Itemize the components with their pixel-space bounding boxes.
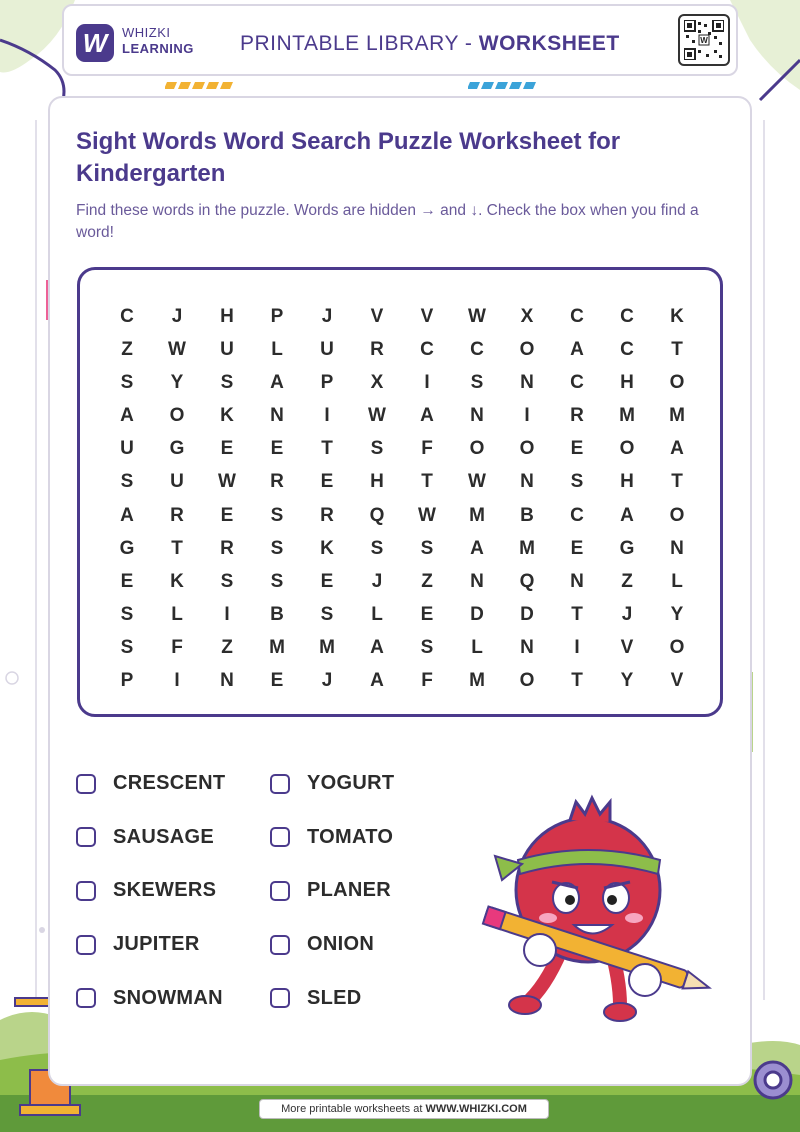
puzzle-letter[interactable]: C [620, 306, 634, 327]
puzzle-letter[interactable]: E [570, 438, 584, 460]
puzzle-letter[interactable]: L [471, 636, 483, 658]
header-dashes-left [165, 80, 235, 90]
puzzle-letter[interactable]: R [220, 537, 234, 559]
puzzle-letter[interactable]: E [320, 570, 334, 592]
puzzle-letter[interactable]: E [570, 537, 584, 559]
puzzle-letter[interactable]: N [670, 537, 684, 559]
puzzle-letter[interactable]: U [120, 438, 134, 460]
puzzle-letter[interactable]: W [468, 306, 486, 327]
puzzle-letter[interactable]: O [669, 504, 685, 526]
word-label: SNOWMAN [113, 986, 223, 1009]
puzzle-letter[interactable]: G [619, 537, 635, 559]
puzzle-letter[interactable]: J [371, 570, 383, 592]
puzzle-letter[interactable]: N [570, 570, 584, 592]
puzzle-letter[interactable]: E [420, 603, 434, 625]
puzzle-letter[interactable]: M [269, 636, 285, 658]
word-label: JUPITER [113, 933, 200, 956]
puzzle-letter[interactable]: S [370, 537, 384, 559]
puzzle-letter[interactable]: T [671, 339, 683, 361]
puzzle-letter[interactable]: Q [519, 570, 535, 592]
puzzle-letter[interactable]: S [120, 636, 134, 658]
header-title-prefix: PRINTABLE LIBRARY - [240, 32, 479, 55]
puzzle-letter[interactable]: K [670, 306, 684, 327]
word-item[interactable] [270, 987, 362, 1010]
puzzle-letter[interactable]: Z [621, 570, 633, 592]
puzzle-letter[interactable]: H [220, 306, 234, 327]
puzzle-letter[interactable]: T [321, 438, 333, 460]
puzzle-letter[interactable]: F [421, 438, 433, 460]
word-label: SLED [307, 986, 362, 1009]
puzzle-letter[interactable]: N [270, 405, 284, 427]
gear-icon [748, 1055, 798, 1105]
puzzle-letter[interactable]: C [470, 339, 484, 361]
puzzle-letter[interactable]: C [570, 306, 584, 327]
word-checkbox[interactable] [270, 935, 290, 955]
pomegranate-mascot-icon [470, 790, 720, 1030]
puzzle-letter[interactable]: J [321, 670, 333, 692]
puzzle-letter[interactable]: U [220, 339, 234, 361]
puzzle-letter[interactable]: I [524, 405, 530, 427]
word-item[interactable] [76, 987, 223, 1010]
puzzle-letter[interactable]: F [421, 670, 433, 692]
puzzle-letter[interactable]: I [574, 636, 580, 658]
puzzle-letter[interactable]: A [370, 636, 384, 658]
word-label: SAUSAGE [113, 825, 215, 848]
puzzle-letter[interactable]: A [270, 372, 284, 394]
puzzle-letter[interactable]: S [120, 372, 134, 394]
puzzle-letter[interactable]: J [621, 603, 633, 625]
puzzle-letter[interactable]: S [270, 570, 284, 592]
word-label: CRESCENT [113, 772, 226, 794]
puzzle-letter[interactable]: O [519, 438, 535, 460]
puzzle-letter[interactable]: N [520, 372, 534, 394]
puzzle-letter[interactable]: E [270, 670, 284, 692]
puzzle-letter[interactable]: A [670, 438, 684, 460]
word-checkbox[interactable] [76, 827, 96, 847]
word-item[interactable] [270, 933, 374, 956]
puzzle-letter[interactable]: Z [421, 570, 433, 592]
puzzle-letter[interactable]: H [620, 372, 634, 394]
puzzle-letter[interactable]: O [619, 438, 635, 460]
puzzle-letter[interactable]: C [620, 339, 634, 361]
puzzle-letter[interactable]: B [520, 504, 534, 526]
word-item[interactable] [270, 772, 394, 795]
puzzle-letter[interactable]: E [220, 504, 234, 526]
header-title-bold: WORKSHEET [478, 32, 620, 55]
word-checkbox[interactable] [270, 827, 290, 847]
puzzle-letter[interactable]: S [420, 636, 434, 658]
puzzle-letter[interactable]: K [220, 405, 234, 427]
puzzle-letter[interactable]: X [520, 306, 534, 327]
puzzle-letter[interactable]: V [670, 670, 684, 692]
puzzle-letter[interactable]: A [370, 670, 384, 692]
puzzle-letter[interactable]: N [520, 636, 534, 658]
puzzle-letter[interactable]: E [320, 471, 334, 493]
puzzle-letter[interactable]: A [620, 504, 634, 526]
puzzle-letter[interactable]: W [368, 405, 386, 427]
puzzle-letter[interactable]: R [320, 504, 334, 526]
puzzle-letter[interactable]: I [424, 372, 430, 394]
puzzle-letter[interactable]: S [120, 471, 134, 493]
puzzle-letter[interactable]: M [469, 504, 485, 526]
word-checkbox[interactable] [76, 988, 96, 1008]
page-header [62, 4, 738, 76]
puzzle-letter[interactable]: G [169, 438, 185, 460]
word-label: SKEWERS [113, 879, 217, 902]
puzzle-letter[interactable]: L [171, 603, 183, 625]
puzzle-letter[interactable]: N [470, 570, 484, 592]
puzzle-letter[interactable]: H [370, 471, 384, 493]
puzzle-letter[interactable]: V [420, 306, 434, 327]
puzzle-letter[interactable]: L [371, 603, 383, 625]
puzzle-letter[interactable]: S [270, 537, 284, 559]
word-item[interactable] [76, 772, 225, 795]
puzzle-letter[interactable]: E [220, 438, 234, 460]
puzzle-letter[interactable]: T [171, 537, 183, 559]
footer-prefix: More printable worksheets at [281, 1103, 426, 1115]
word-checkbox[interactable] [76, 881, 96, 901]
puzzle-letter[interactable]: O [669, 636, 685, 658]
brand-name-line1: WHIZKI [122, 25, 171, 40]
puzzle-letter[interactable]: C [570, 504, 584, 526]
puzzle-letter[interactable]: E [270, 438, 284, 460]
puzzle-letter[interactable]: Z [121, 339, 133, 361]
qr-badge-letter: W [700, 36, 708, 45]
header-dashes-right [468, 80, 538, 90]
puzzle-letter[interactable]: N [520, 471, 534, 493]
puzzle-letter[interactable]: W [168, 339, 186, 361]
puzzle-letter[interactable]: R [270, 471, 284, 493]
word-checkbox[interactable] [270, 881, 290, 901]
brand-name-line2: LEARNING [122, 41, 194, 56]
puzzle-letter[interactable]: O [169, 405, 185, 427]
puzzle-letter[interactable]: T [571, 603, 583, 625]
puzzle-letter[interactable]: N [220, 670, 234, 692]
word-item[interactable] [76, 826, 214, 849]
puzzle-letter[interactable]: J [171, 306, 183, 327]
puzzle-letter[interactable]: S [270, 504, 284, 526]
puzzle-letter[interactable]: T [571, 670, 583, 692]
puzzle-letter[interactable]: L [271, 339, 283, 361]
puzzle-letter[interactable]: B [270, 603, 284, 625]
qr-code-icon[interactable] [678, 14, 730, 66]
puzzle-letter[interactable]: S [470, 372, 484, 394]
word-label: ONION [307, 933, 375, 956]
puzzle-letter[interactable]: J [321, 306, 333, 327]
puzzle-letter[interactable]: S [220, 372, 234, 394]
puzzle-letter[interactable]: S [220, 570, 234, 592]
word-label: YOGURT [307, 772, 395, 794]
puzzle-letter[interactable]: H [620, 471, 634, 493]
worksheet-title: Sight Words Word Search Puzzle Worksheet for Kindergarten [76, 128, 621, 187]
footer-link[interactable] [259, 1099, 549, 1119]
puzzle-letter[interactable]: P [270, 306, 284, 327]
word-label: TOMATO [307, 825, 394, 848]
puzzle-letter[interactable]: Z [221, 636, 233, 658]
puzzle-letter[interactable]: M [619, 405, 635, 427]
puzzle-letter[interactable]: L [671, 570, 683, 592]
puzzle-letter[interactable]: F [171, 636, 183, 658]
footer-site[interactable]: WWW.WHIZKI.COM [425, 1103, 527, 1115]
puzzle-letter[interactable]: S [570, 471, 584, 493]
whizki-logo-icon[interactable]: W [76, 24, 114, 62]
puzzle-letter[interactable]: C [120, 306, 134, 327]
puzzle-letter[interactable]: O [519, 339, 535, 361]
header-title [240, 32, 620, 56]
puzzle-letter[interactable]: S [320, 603, 334, 625]
puzzle-letter[interactable]: V [620, 636, 634, 658]
word-checkbox[interactable] [270, 774, 290, 794]
word-checkbox[interactable] [76, 774, 96, 794]
puzzle-letter[interactable]: D [520, 603, 534, 625]
puzzle-letter[interactable]: U [320, 339, 334, 361]
puzzle-letter[interactable]: M [669, 405, 685, 427]
puzzle-letter[interactable]: V [370, 306, 384, 327]
puzzle-letter[interactable]: S [120, 603, 134, 625]
puzzle-letter[interactable]: A [470, 537, 484, 559]
puzzle-letter[interactable]: Q [369, 504, 385, 526]
puzzle-letter[interactable]: A [570, 339, 584, 361]
puzzle-letter[interactable]: M [469, 670, 485, 692]
puzzle-letter[interactable]: O [519, 670, 535, 692]
puzzle-letter[interactable]: I [174, 670, 180, 692]
puzzle-letter[interactable]: M [319, 636, 335, 658]
puzzle-letter[interactable]: G [119, 537, 135, 559]
puzzle-letter[interactable]: A [120, 405, 134, 427]
puzzle-letter[interactable]: X [370, 372, 384, 394]
puzzle-letter[interactable]: R [370, 339, 384, 361]
word-item[interactable] [270, 826, 393, 849]
word-item[interactable] [76, 933, 200, 956]
puzzle-letter[interactable]: Y [670, 603, 684, 625]
puzzle-letter[interactable]: E [120, 570, 134, 592]
puzzle-letter[interactable]: R [170, 504, 184, 526]
puzzle-letter[interactable]: W [218, 471, 236, 493]
puzzle-letter[interactable]: M [519, 537, 535, 559]
puzzle-letter[interactable]: O [469, 438, 485, 460]
puzzle-letter[interactable]: S [370, 438, 384, 460]
word-item[interactable] [76, 879, 216, 902]
worksheet-instructions: Find these words in the puzzle. Words are hidden → and ↓. Check the box when you find a word! [76, 202, 699, 241]
word-item[interactable] [270, 879, 391, 902]
puzzle-letter[interactable]: I [224, 603, 230, 625]
puzzle-letter[interactable]: Y [620, 670, 634, 692]
word-checkbox[interactable] [76, 935, 96, 955]
puzzle-letter[interactable]: O [669, 372, 685, 394]
puzzle-letter[interactable]: W [468, 471, 486, 493]
puzzle-letter[interactable]: K [170, 570, 184, 592]
puzzle-letter[interactable]: T [421, 471, 433, 493]
puzzle-letter[interactable]: C [570, 372, 584, 394]
word-checkbox[interactable] [270, 988, 290, 1008]
puzzle-letter[interactable]: W [418, 504, 436, 526]
puzzle-letter[interactable]: P [320, 372, 334, 394]
puzzle-letter[interactable]: C [420, 339, 434, 361]
puzzle-letter[interactable]: D [470, 603, 484, 625]
puzzle-letter[interactable]: T [671, 471, 683, 493]
puzzle-grid [102, 300, 702, 697]
puzzle-letter[interactable]: Y [170, 372, 184, 394]
word-label: PLANER [307, 879, 392, 902]
puzzle-letter[interactable]: A [120, 504, 134, 526]
puzzle-letter[interactable]: A [420, 405, 434, 427]
puzzle-letter[interactable]: K [320, 537, 334, 559]
puzzle-letter[interactable]: N [470, 405, 484, 427]
puzzle-letter[interactable]: S [420, 537, 434, 559]
puzzle-letter[interactable]: P [120, 670, 134, 692]
puzzle-letter[interactable]: I [324, 405, 330, 427]
puzzle-letter[interactable]: U [170, 471, 184, 493]
puzzle-letter[interactable]: R [570, 405, 584, 427]
